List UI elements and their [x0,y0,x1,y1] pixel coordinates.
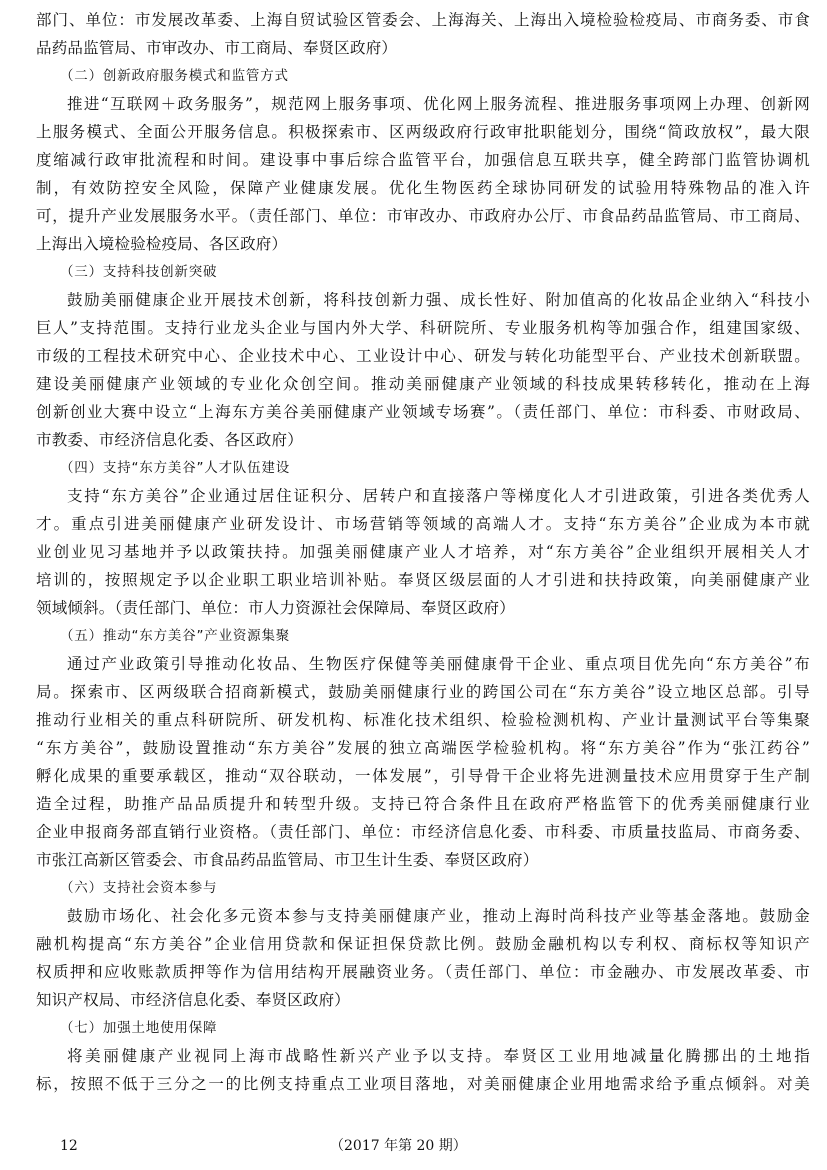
page-number: 12 [60,1138,78,1154]
section-5 [36,622,810,874]
text-line: 可，提升产业发展服务水平。（责任部门、单位：市审改办、市政府办公厅、市食品药品监管局、市工商局、 [36,207,810,225]
section-heading: （七）加强土地使用保障 [60,1020,218,1036]
text-line: 将美丽健康产业视同上海市战略性新兴产业予以支持。奉贤区工业用地减量化腾挪出的土地指 [67,1047,810,1065]
text-line: 上海出入境检验检疫局、各区政府） [36,235,288,253]
text-line: 市张江高新区管委会、市食品药品监管局、市卫生计生委、奉贤区政府） [36,851,539,869]
text-line: 上服务模式、全面公开服务信息。积极探索市、区两级政府行政审批职能划分，围绕“简政放权”，最大限 [36,123,810,141]
text-line: 业创业见习基地并予以政策扶持。加强美丽健康产业人才培养，对“东方美谷”企业组织开展相关人才 [36,543,810,561]
text-line: 推进“互联网＋政务服务”，规范网上服务事项、优化网上服务流程、推进服务事项网上办理、创新网 [67,95,810,113]
text-line: 建设美丽健康产业领域的专业化众创空间。推动美丽健康产业领域的科技成果转移转化，推动在上海 [36,375,810,393]
document-page [36,6,810,1098]
section-3 [36,258,810,454]
section-heading: （六）支持社会资本参与 [60,880,218,896]
text-line: 鼓励市场化、社会化多元资本参与支持美丽健康产业，推动上海时尚科技产业等基金落地。鼓励金 [67,907,810,925]
text-line: 培训的，按照规定予以企业职工职业培训补贴。奉贤区级层面的人才引进和扶持政策，向美丽健康产业 [36,571,810,589]
text-line: 孵化成果的重要承载区，推动“双谷联动，一体发展”，引导骨干企业将先进测量技术应用贯穿于生产制 [36,767,810,785]
section-heading: （二）创新政府服务模式和监管方式 [60,68,289,84]
text-line: 创新创业大赛中设立“上海东方美谷美丽健康产业领域专场赛”。（责任部门、单位：市科委、市财政局、 [36,403,810,421]
text-line: 推动行业相关的重点科研院所、研发机构、标准化技术组织、检验检测机构、产业计量测试平台等集聚 [36,711,810,729]
intro-paragraph [36,6,810,62]
section-heading: （五）推动“东方美谷”产业资源集聚 [60,628,291,644]
text-line: “东方美谷”，鼓励设置推动“东方美谷”发展的独立高端医学检验机构。将“东方美谷”作为“张江药谷” [36,739,810,757]
section-4 [36,454,810,622]
section-6 [36,874,810,1014]
text-line: 度缩减行政审批流程和时间。建设事中事后综合监管平台，加强信息互联共享，健全跨部门监管协调机 [36,151,810,169]
text-line: 鼓励美丽健康企业开展技术创新，将科技创新力强、成长性好、附加值高的化妆品企业纳入“科技小 [67,291,810,309]
text-line: 支持“东方美谷”企业通过居住证积分、居转户和直接落户等梯度化人才引进政策，引进各类优秀人 [67,487,810,505]
text-line: 制，有效防控安全风险，保障产业健康发展。优化生物医药全球协同研发的试验用特殊物品的准入许 [36,179,810,197]
text-line: 融机构提高“东方美谷”企业信用贷款和保证担保贷款比例。鼓励金融机构以专利权、商标权等知识产 [36,935,810,953]
text-line: 标，按照不低于三分之一的比例支持重点工业项目落地，对美丽健康企业用地需求给予重点倾斜。对美 [36,1075,810,1093]
text-line: 企业申报商务部直销行业资格。（责任部门、单位：市经济信息化委、市科委、市质量技监局、市商务委、 [36,823,810,841]
section-7 [36,1014,810,1098]
section-2 [36,62,810,258]
text-line: 通过产业政策引导推动化妆品、生物医疗保健等美丽健康骨干企业、重点项目优先向“东方美谷”布 [67,655,810,673]
text-line: 知识产权局、市经济信息化委、奉贤区政府） [36,991,351,1009]
page-footer [0,1135,827,1157]
text-line: 才。重点引进美丽健康产业研发设计、市场营销等领域的高端人才。支持“东方美谷”企业成为本市就 [36,515,810,533]
section-heading: （三）支持科技创新突破 [60,264,218,280]
text-line: 巨人”支持范围。支持行业龙头企业与国内外大学、科研院所、专业服务机构等加强合作，组建国家级、 [36,319,810,337]
text-line: 造全过程，助推产品品质提升和转型升级。支持已符合条件且在政府严格监管下的优秀美丽健康行业 [36,795,810,813]
text-line: 部门、单位：市发展改革委、上海自贸试验区管委会、上海海关、上海出入境检验检疫局、市商务委、市食 [36,11,810,29]
text-line: 市教委、市经济信息化委、各区政府） [36,431,303,449]
text-line: 领域倾斜。（责任部门、单位：市人力资源社会保障局、奉贤区政府） [36,599,515,617]
text-line: 局。探索市、区两级联合招商新模式，鼓励美丽健康行业的跨国公司在“东方美谷”设立地区总部。引导 [36,683,810,701]
text-line: 品药品监管局、市审改办、市工商局、奉贤区政府） [36,39,398,57]
issue-label: （2017 年第 20 期） [330,1138,467,1154]
text-line: 权质押和应收账款质押等作为信用结构开展融资业务。（责任部门、单位：市金融办、市发展改革委、市 [36,963,810,981]
text-line: 市级的工程技术研究中心、企业技术中心、工业设计中心、研发与转化功能型平台、产业技术创新联盟。 [36,347,810,365]
section-heading: （四）支持“东方美谷”人才队伍建设 [60,460,291,476]
